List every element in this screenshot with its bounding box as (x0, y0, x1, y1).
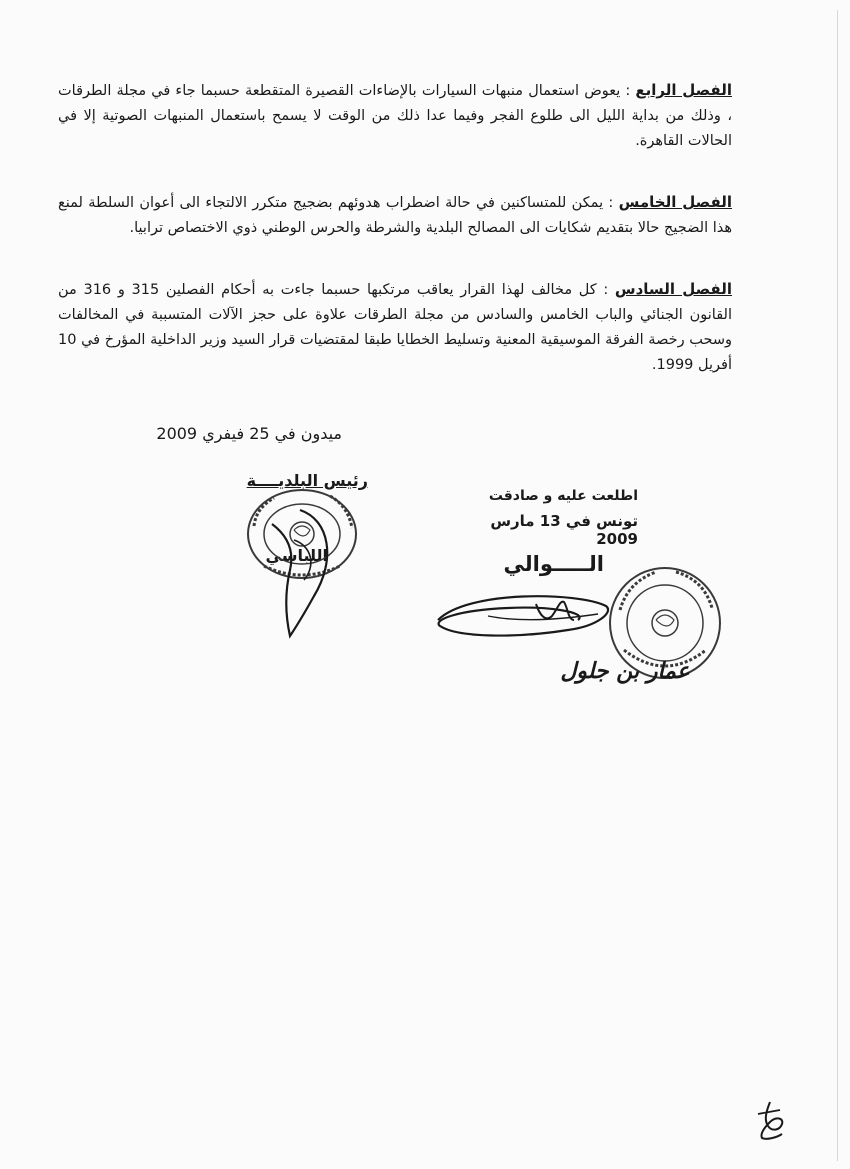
mayor-name: اللباسي (265, 546, 328, 565)
wali-name: عمار بن جلول (560, 659, 690, 684)
page-edge (837, 10, 838, 1161)
issue-date: ميدون في 25 فيفري 2009 (156, 424, 342, 443)
mayor-title: رئيس البلديــــة (246, 471, 368, 490)
article-5-text: : يمكن للمتساكنين في حالة اضطراب هدوئهم بضجيج متكرر الالتجاء الى أعوان السلطة لمنع هذا الضجيج حالا بتقديم شكايات الى المصالح البلدية والشرطة والحرس الوطني ذوي الاختصاص ترابيا. (58, 195, 732, 236)
article-6-title: الفصل السادس (614, 280, 732, 298)
article-5-title: الفصل الخامس (618, 193, 733, 211)
wali-title: الـــــوالي (503, 552, 604, 576)
articles-body (58, 78, 732, 414)
approval-date: تونس في 13 مارس 2009 (490, 512, 638, 548)
article-4-title: الفصل الرابع (635, 81, 732, 99)
mayor-signature-icon (260, 500, 340, 640)
approval-label: اطلعت عليه و صادقت (488, 488, 638, 504)
page-mark-icon (752, 1098, 788, 1142)
article-6 (58, 277, 732, 378)
article-4 (58, 78, 732, 154)
article-4-text: : يعوض استعمال منبهات السيارات بالإضاءات القصيرة المتقطعة حسبما جاء في مجلة الطرقات ، وذلك من بداية الليل الى طلوع الفجر وفيما عدا ذلك من الوقت لا يسمح باستعمال المنبهات الصوتية إلا في الحالات القاهرة. (58, 83, 732, 149)
article-5 (58, 190, 732, 241)
article-6-text: : كل مخالف لهذا القرار يعاقب مرتكبها حسبما جاءت به أحكام الفصلين 315 و 316 من القانون الجنائي والباب الخامس والسادس من مجلة الطرقات علاوة على حجز الآلات المتسببة في المخالفات وسحب رخصة الفرقة الموسيقية المعنية وتسليط الخطايا طبقا لمقتضيات قرار السيد وزير الداخلية المؤرخ في 10 أفريل 1999. (58, 282, 732, 373)
wali-signature-icon (428, 586, 618, 646)
